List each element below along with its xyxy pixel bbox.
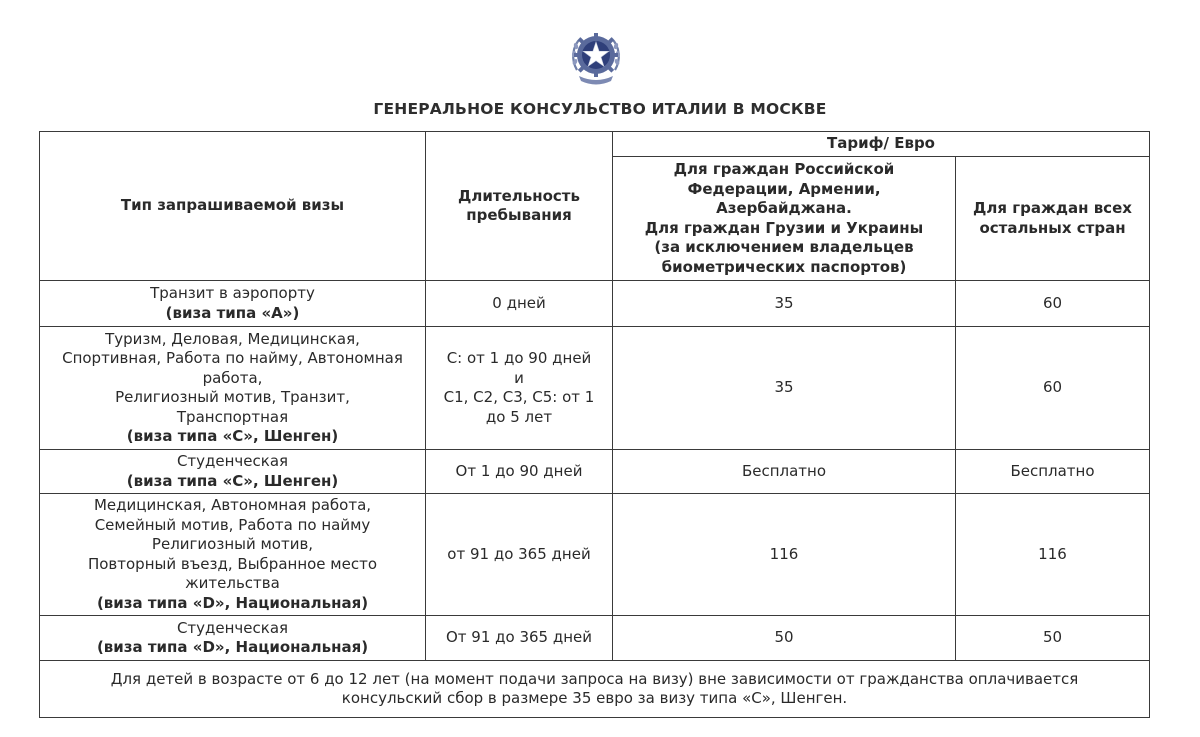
fee-group-b-cell: 50 [956, 616, 1150, 661]
header-duration-line: пребывания [466, 206, 572, 224]
header-group-a-line: биометрических паспортов) [661, 257, 907, 276]
header-group-b-line: остальных стран [979, 218, 1126, 237]
duration-line: От 1 до 90 дней [455, 461, 583, 480]
header-group-a [613, 157, 956, 281]
italian-republic-emblem-icon [567, 26, 625, 88]
duration-line: 0 дней [492, 293, 546, 312]
page-title: ГЕНЕРАЛЬНОЕ КОНСУЛЬСТВО ИТАЛИИ В МОСКВЕ [373, 100, 827, 118]
visa-category-label: (виза типа «A») [165, 303, 300, 322]
fee-group-b-cell: Бесплатно [956, 450, 1150, 494]
duration-line: От 91 до 365 дней [445, 628, 593, 647]
visa-type-line: Студенческая [176, 452, 289, 470]
duration-line: и [514, 368, 524, 387]
header-group-a-line: (за исключением владельцев [654, 238, 914, 256]
visa-type-cell [40, 616, 426, 661]
visa-type-cell [40, 327, 426, 450]
duration-line: С1, С2, С3, С5: от 1 [443, 388, 595, 406]
visa-type-cell [40, 494, 426, 616]
visa-type-line: Студенческая [176, 618, 289, 637]
table-row [40, 450, 1150, 494]
duration-cell [426, 450, 613, 494]
duration-cell [426, 494, 613, 616]
fee-group-b-cell: 60 [956, 327, 1150, 450]
duration-line: С: от 1 до 90 дней [446, 349, 592, 367]
visa-type-line: Туризм, Деловая, Медицинская, [105, 329, 360, 348]
footnote [40, 661, 1150, 718]
duration-line: до 5 лет [485, 407, 553, 426]
visa-type-line: Повторный въезд, Выбранное место [87, 554, 378, 573]
visa-type-cell [40, 450, 426, 494]
visa-type-line: Медицинская, Автономная работа, [93, 496, 372, 514]
header-group-b-line: Для граждан всех [973, 199, 1132, 217]
duration-cell [426, 616, 613, 661]
footnote-line: Для детей в возрасте от 6 до 12 лет (на момент подачи запроса на визу) вне зависимости от гражданства оплачивается [110, 669, 1079, 688]
table-row [40, 616, 1150, 661]
visa-fee-table [39, 131, 1150, 718]
visa-category-label: (виза типа «C», Шенген) [126, 471, 339, 490]
visa-category-label: (виза типа «C», Шенген) [126, 427, 339, 445]
table-row [40, 327, 1150, 450]
header-group-b [956, 157, 1150, 281]
footnote-row [40, 661, 1150, 718]
header-tariff: Тариф/ Евро [613, 132, 1150, 157]
header-group-a-line: Для граждан Грузии и Украины [644, 218, 924, 237]
visa-type-line: Спортивная, Работа по найму, Автономная [62, 349, 403, 367]
fee-group-a-cell: 50 [613, 616, 956, 661]
header-group-a-line: Для граждан Российской [673, 160, 895, 178]
header-group-a-line: Федерации, Армении, [687, 179, 881, 198]
visa-type-line: Транспортная [176, 407, 289, 426]
fee-group-b-cell: 60 [956, 281, 1150, 327]
fee-group-b-cell: 116 [956, 494, 1150, 616]
duration-cell [426, 327, 613, 450]
visa-type-line: Транзит в аэропорту [150, 284, 315, 302]
visa-type-line: Религиозный мотив, Транзит, [115, 388, 350, 406]
visa-category-label: (виза типа «D», Национальная) [96, 593, 369, 612]
visa-type-line: Семейный мотив, Работа по найму [94, 515, 371, 534]
fee-group-a-cell: 35 [613, 327, 956, 450]
visa-type-line: жительства [185, 574, 280, 592]
visa-type-cell [40, 281, 426, 327]
duration-line: от 91 до 365 дней [447, 544, 591, 563]
visa-type-line: Религиозный мотив, [151, 535, 314, 553]
table-row [40, 281, 1150, 327]
fee-group-a-cell: Бесплатно [613, 450, 956, 494]
table-row [40, 494, 1150, 616]
header-duration-line: Длительность [458, 186, 580, 205]
fee-group-a-cell: 35 [613, 281, 956, 327]
duration-cell [426, 281, 613, 327]
visa-type-line: работа, [202, 368, 263, 387]
header-duration [426, 132, 613, 281]
footnote-line: консульский сбор в размере 35 евро за визу типа «С», Шенген. [341, 689, 848, 707]
header-group-a-line: Азербайджана. [716, 199, 852, 217]
header-visa-type: Тип запрашиваемой визы [40, 132, 426, 281]
fee-group-a-cell: 116 [613, 494, 956, 616]
visa-category-label: (виза типа «D», Национальная) [96, 638, 369, 656]
